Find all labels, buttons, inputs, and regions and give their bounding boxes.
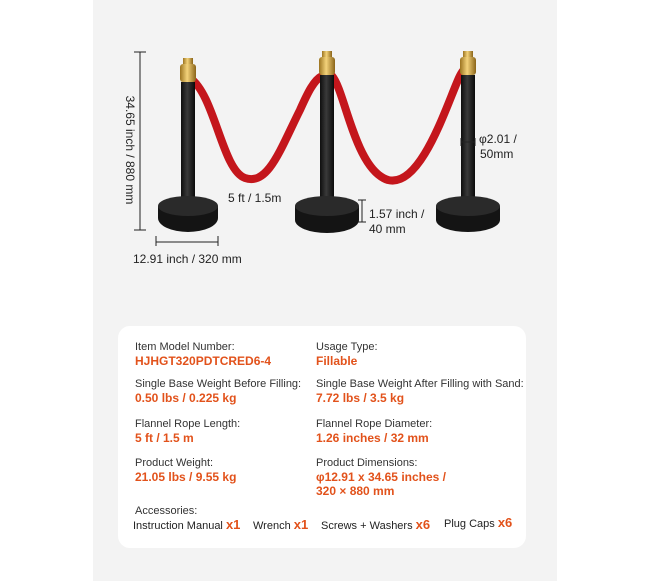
rope-right [332,69,465,181]
accessory-item [321,517,430,532]
spec-rope-length [135,417,240,445]
model-value: HJHGT320PDTCRED6-4 [135,354,272,368]
model-label: Item Model Number: [135,341,235,353]
spec-weight-before [135,377,301,405]
stanchion-post-left [158,58,218,232]
pole-diameter-label-line1: φ2.01 / [479,132,517,146]
accessory-qty: x1 [293,517,309,532]
accessory-item [253,517,308,532]
base-height-label-line2: 40 mm [369,222,406,236]
product-weight-label: Product Weight: [135,457,214,469]
spec-usage [316,340,378,368]
usage-value: Fillable [316,354,358,368]
base-height-dimension-line [358,200,366,222]
weight-after-value: 7.72 lbs / 3.5 kg [316,391,405,405]
rope-left [190,76,322,179]
accessory-qty: x1 [225,517,241,532]
spec-rope-diameter [316,417,432,445]
rope-length-label: Flannel Rope Length: [135,418,241,430]
product-dimensions-value-line1: φ12.91 x 34.65 inches / [316,470,447,484]
spec-product-weight [135,456,236,484]
weight-before-label: Single Base Weight Before Filling: [135,378,302,390]
accessory-qty: x6 [497,515,513,530]
product-weight-value: 21.05 lbs / 9.55 kg [135,470,237,484]
spec-model [135,340,271,368]
spec-weight-after [316,377,524,405]
rope-diameter-value: 1.26 inches / 32 mm [316,431,429,445]
stanchion-post-middle [295,51,359,233]
rope-length-value: 5 ft / 1.5 m [135,431,194,445]
accessory-name: Wrench [253,520,291,532]
base-width-dimension-line [156,236,218,246]
usage-label: Usage Type: [316,341,378,353]
base-width-dimension-label: 12.91 inch / 320 mm [133,252,242,266]
base-height-label-line1: 1.57 inch / [369,207,425,221]
accessory-name: Screws + Washers [321,520,413,532]
accessory-name: Instruction Manual [133,520,223,532]
accessories-label: Accessories: [135,505,198,517]
product-dimensions-label: Product Dimensions: [316,457,418,469]
product-dimensions-value-line2: 320 × 880 mm [316,484,395,498]
accessories-list [133,516,523,534]
height-dimension-label: 34.65 inch / 880 mm [123,95,137,205]
accessory-item [133,517,240,532]
accessory-item [444,515,512,530]
accessory-qty: x6 [415,517,431,532]
weight-after-label: Single Base Weight After Filling with Sand: [316,378,524,390]
weight-before-value: 0.50 lbs / 0.225 kg [135,391,237,405]
rope-length-dimension-label: 5 ft / 1.5m [228,191,282,205]
spec-card [118,326,526,548]
pole-diameter-label-line2: 50mm [480,147,514,161]
accessory-name: Plug Caps [444,518,495,530]
spec-product-dimensions [316,456,446,498]
rope-diameter-label: Flannel Rope Diameter: [316,418,433,430]
